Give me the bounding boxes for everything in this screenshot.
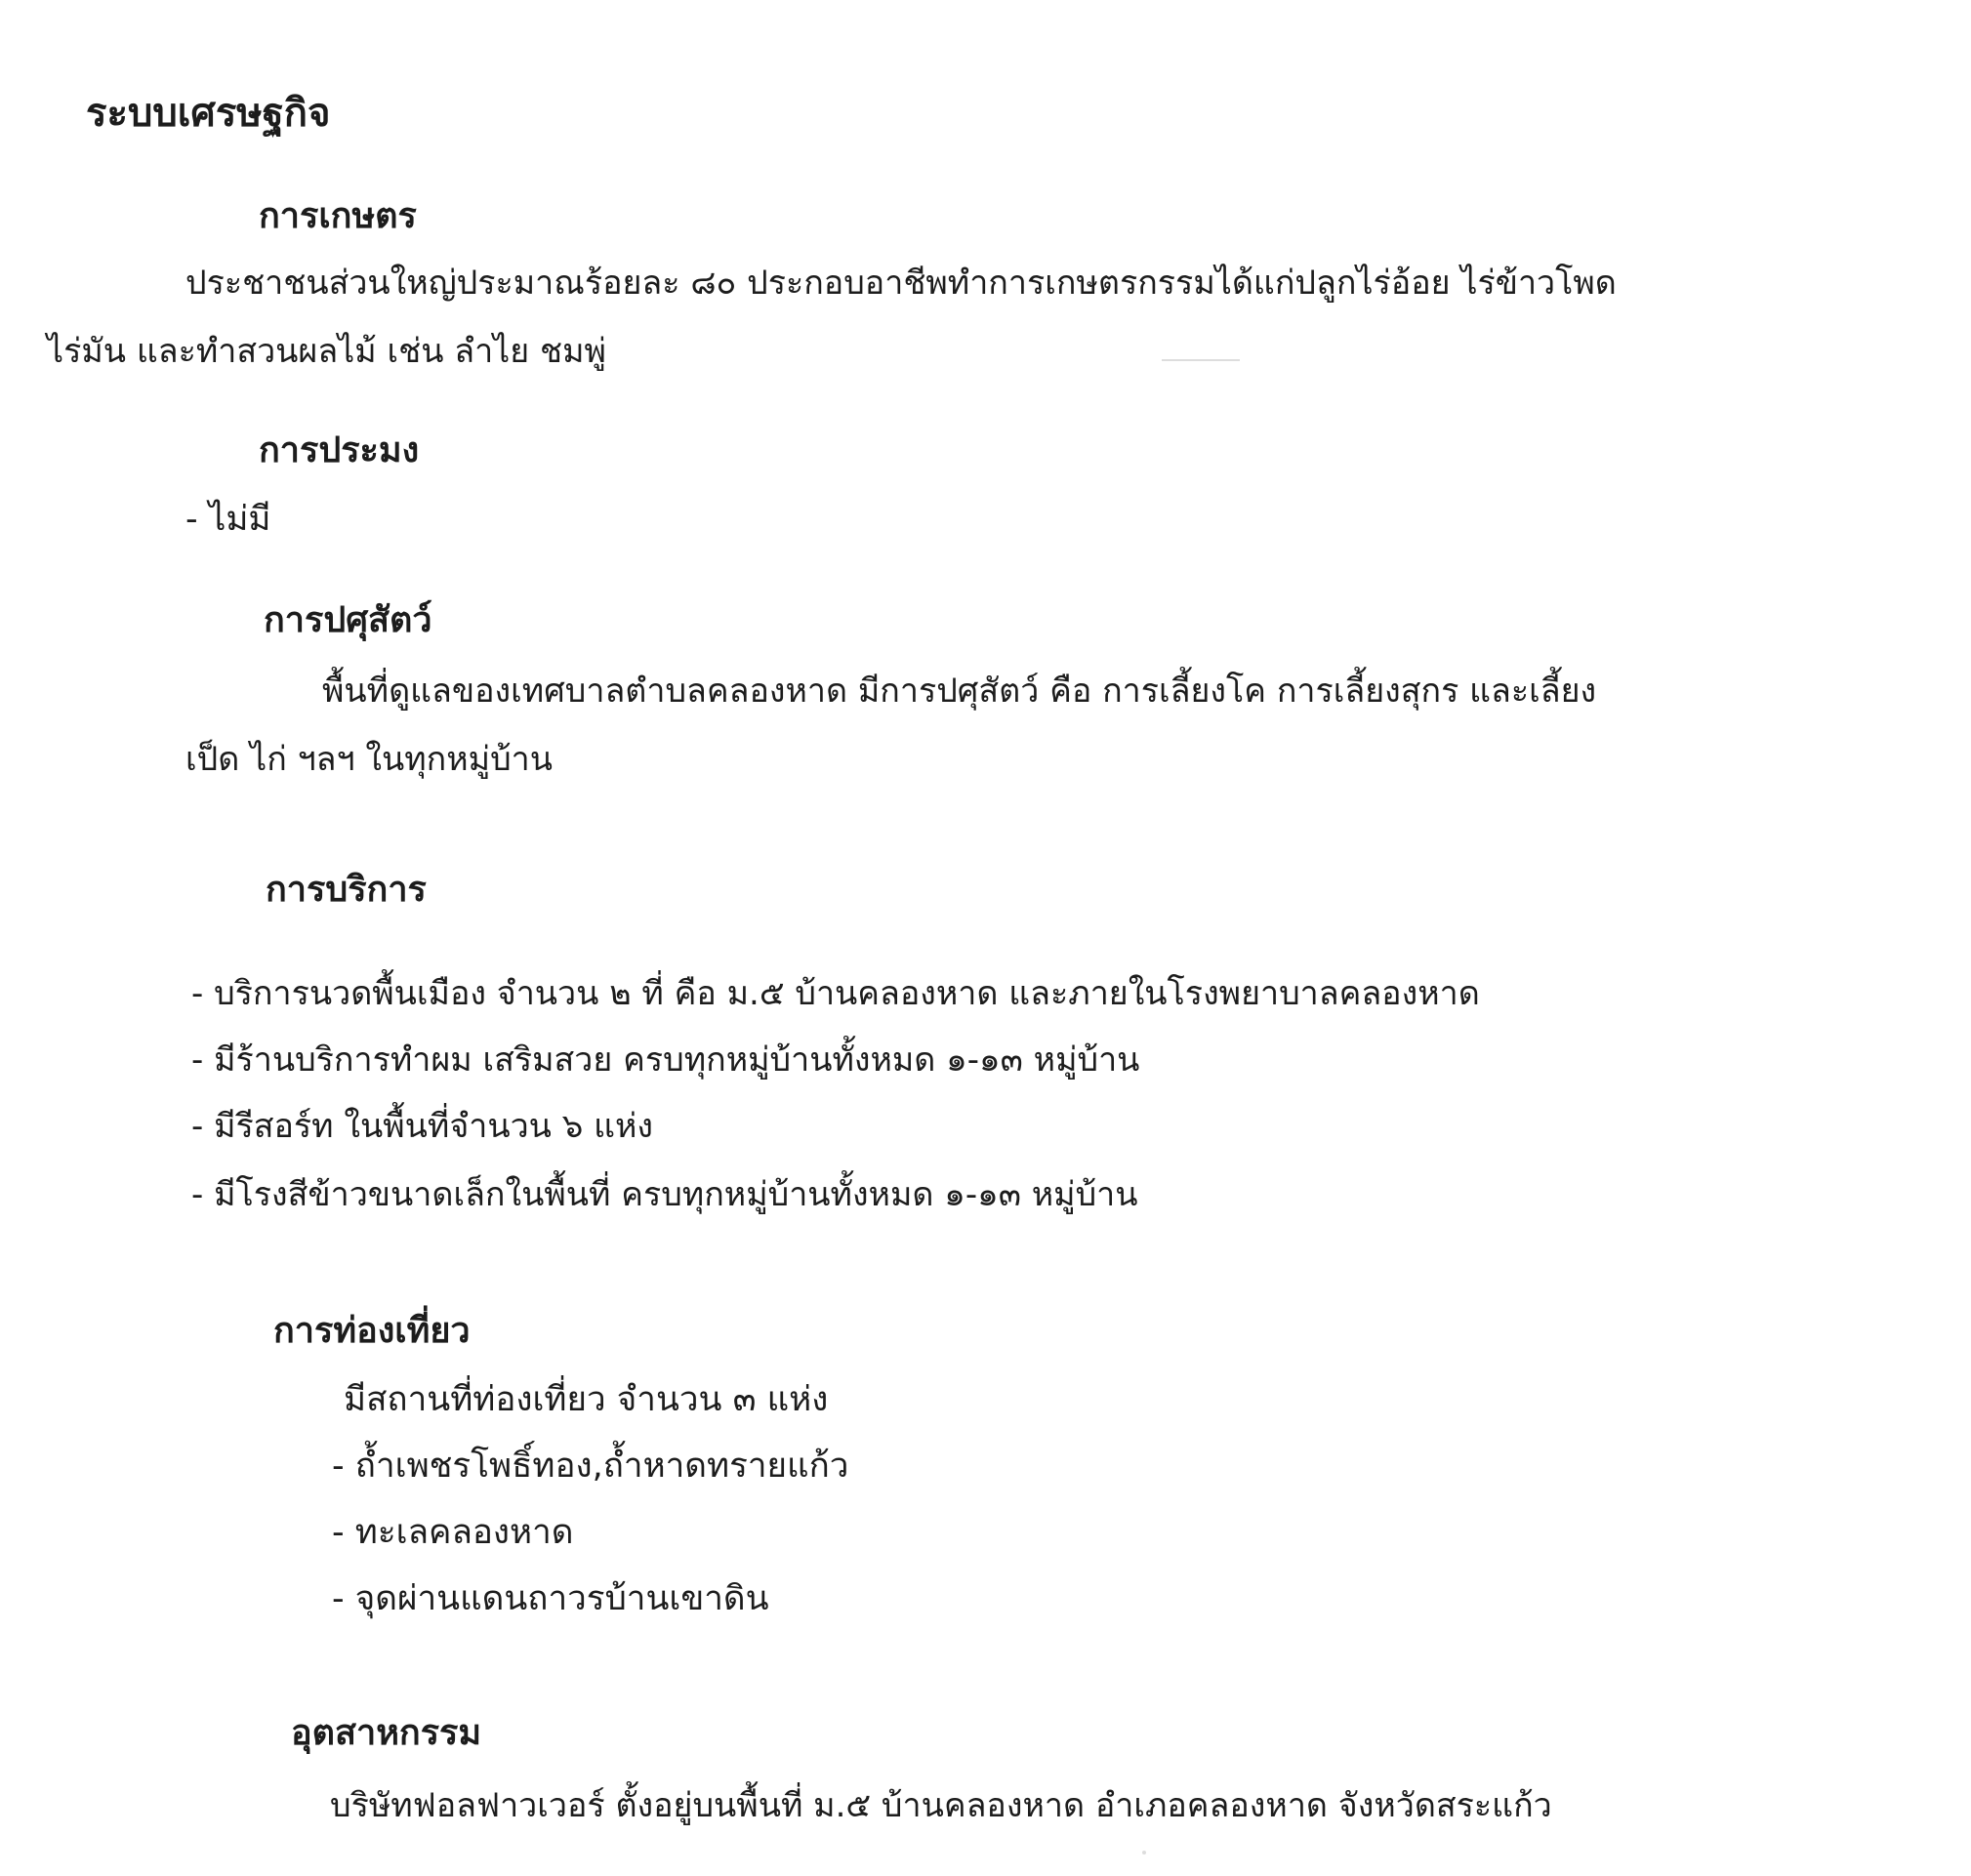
tourism-intro: มีสถานที่ท่องเที่ยว จำนวน ๓ แห่ง xyxy=(344,1380,829,1419)
livestock-paragraph-line1: พื้นที่ดูแลของเทศบาลตำบลคลองหาด มีการปศุสัตว์ คือ การเลี้ยงโค การเลี้ยงสุกร และเลี้ยง xyxy=(322,672,1597,711)
fishery-item: - ไม่มี xyxy=(185,500,271,539)
services-item: - มีโรงสีข้าวขนาดเล็กในพื้นที่ ครบทุกหมู่บ้านทั้งหมด ๑-๑๓ หมู่บ้าน xyxy=(191,1175,1138,1214)
services-heading: การบริการ xyxy=(266,870,427,910)
services-item: - บริการนวดพื้นเมือง จำนวน ๒ ที่ คือ ม.๕ บ้านคลองหาด และภายในโรงพยาบาลคลองหาด xyxy=(191,974,1480,1013)
services-item: - มีร้านบริการทำผม เสริมสวย ครบทุกหมู่บ้านทั้งหมด ๑-๑๓ หมู่บ้าน xyxy=(191,1040,1140,1080)
scan-artifact xyxy=(1142,1851,1146,1855)
industry-paragraph-line1: บริษัทฟอลฟาวเวอร์ ตั้งอยู่บนพื้นที่ ม.๕ บ้านคลองหาด อำเภอคลองหาด จังหวัดสระแก้ว xyxy=(330,1786,1552,1825)
agriculture-paragraph-line1: ประชาชนส่วนใหญ่ประมาณร้อยละ ๘๐ ประกอบอาชีพทำการเกษตรกรรมได้แก่ปลูกไร่อ้อย ไร่ข้าวโพด xyxy=(185,264,1617,303)
livestock-paragraph-line2: เป็ด ไก่ ฯลฯ ในทุกหมู่บ้าน xyxy=(185,740,553,779)
tourism-heading: การท่องเที่ยว xyxy=(273,1311,471,1351)
agriculture-paragraph-line2: ไร่มัน และทำสวนผลไม้ เช่น ลำไย ชมพู่ xyxy=(47,332,606,371)
tourism-item: - จุดผ่านแดนถาวรบ้านเขาดิน xyxy=(332,1579,769,1618)
services-item: - มีรีสอร์ท ในพื้นที่จำนวน ๖ แห่ง xyxy=(191,1107,654,1146)
document-title: ระบบเศรษฐกิจ xyxy=(86,91,331,136)
fishery-heading: การประมง xyxy=(259,430,420,470)
agriculture-heading: การเกษตร xyxy=(259,196,417,236)
livestock-heading: การปศุสัตว์ xyxy=(264,600,432,640)
tourism-item: - ทะเลคลองหาด xyxy=(332,1513,574,1552)
scan-artifact xyxy=(1162,359,1240,361)
tourism-item: - ถ้ำเพชรโพธิ์ทอง,ถ้ำหาดทรายแก้ว xyxy=(332,1447,849,1486)
industry-heading: อุตสาหกรรม xyxy=(291,1713,482,1753)
